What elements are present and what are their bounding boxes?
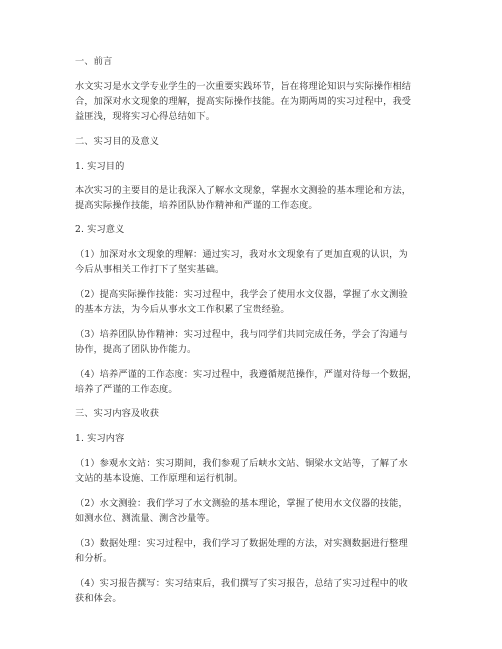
section-heading-preface: 一、前言	[75, 56, 113, 67]
list-item-line: 如测水位、测流量、测含沙量等。	[75, 513, 216, 524]
list-item-line: 协作，提高了团队协作能力。	[75, 344, 197, 355]
list-item-line: 培养了严谨的工作态度。	[75, 384, 178, 395]
list-item-line: （2）水文测验：我们学习了水文测验的基本理论，掌握了使用水文仪器的技能，	[75, 498, 408, 509]
subheading-content: 1. 实习内容	[75, 433, 125, 444]
list-item-line: （1）加深对水文现象的理解：通过实习，我对水文现象有了更加直观的认识，为	[75, 249, 408, 260]
list-item-line: 今后从事相关工作打下了坚实基础。	[75, 264, 225, 275]
subheading-purpose: 1. 实习目的	[75, 161, 125, 172]
list-item-line: （4）实习报告撰写：实习结束后，我们撰写了实习报告，总结了实习过程中的收	[75, 578, 408, 589]
subheading-significance: 2. 实习意义	[75, 224, 125, 235]
list-item-line: （4）培养严谨的工作态度：实习过程中，我遵循规范操作，严谨对待每一个数据，	[75, 369, 418, 380]
paragraph-line: 水文实习是水文学专业学生的一次重要实践环节，旨在将理论知识与实际操作相结	[75, 81, 412, 92]
paragraph-line: 本次实习的主要目的是让我深入了解水文现象，掌握水文测验的基本理论和方法，	[75, 185, 412, 196]
section-heading-purpose: 二、实习目的及意义	[75, 136, 160, 147]
list-item-line: （3）培养团队协作精神：实习过程中，我与同学们共同完成任务，学会了沟通与	[75, 329, 408, 340]
list-item-line: 的基本方法，为今后从事水文工作积累了宝贵经验。	[75, 304, 290, 315]
list-item-line: 文站的基本设施、工作原理和运行机制。	[75, 473, 244, 484]
list-item-line: （1）参观水文站：实习期间，我们参观了后峡水文站、铜梁水文站等，了解了水	[75, 458, 408, 469]
paragraph-line: 益匪浅，现将实习心得总结如下。	[75, 111, 216, 122]
section-heading-content: 三、实习内容及收获	[75, 408, 160, 419]
list-item-line: 和分析。	[75, 553, 113, 564]
list-item-line: （3）数据处理：实习过程中，我们学习了数据处理的方法，对实测数据进行整理	[75, 538, 408, 549]
list-item-line: 获和体会。	[75, 593, 122, 604]
paragraph-line: 提高实际操作技能，培养团队协作精神和严谨的工作态度。	[75, 200, 318, 211]
paragraph-line: 合，加深对水文现象的理解，提高实际操作技能。在为期两周的实习过程中，我受	[75, 96, 412, 107]
list-item-line: （2）提高实际操作技能：实习过程中，我学会了使用水文仪器，掌握了水文测验	[75, 289, 408, 300]
